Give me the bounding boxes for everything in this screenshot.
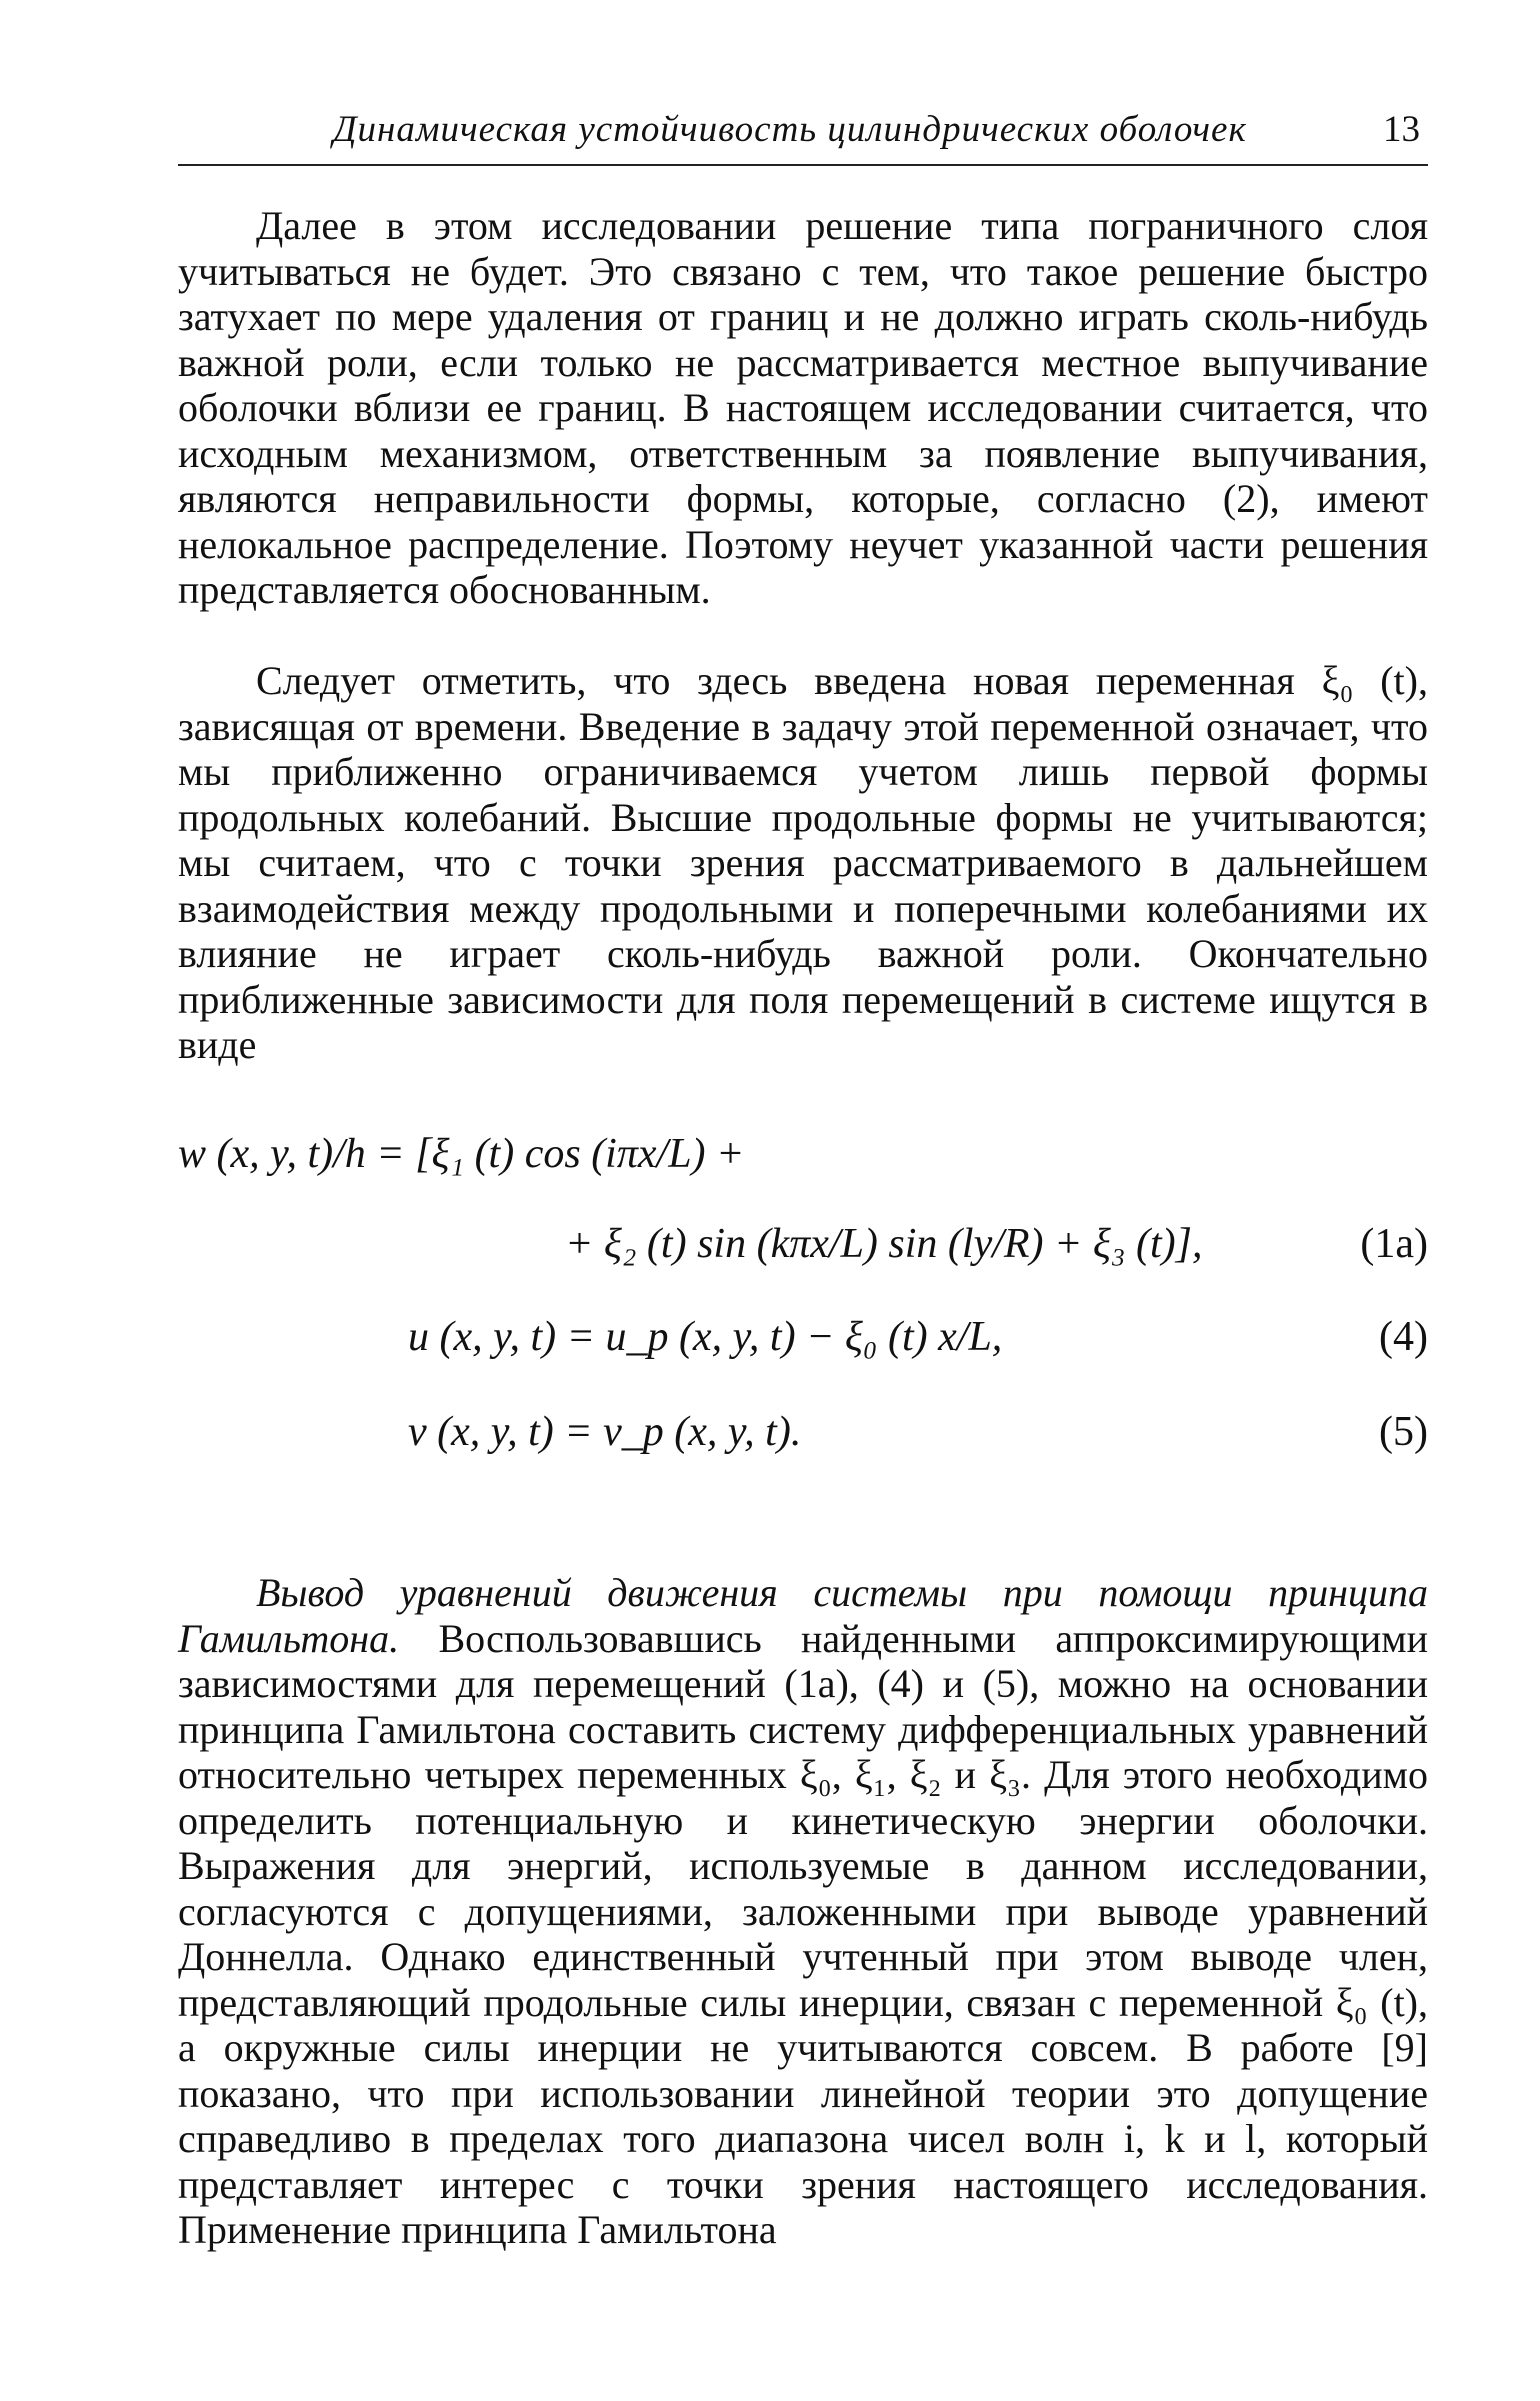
page-number: 13 — [1383, 109, 1420, 150]
equation-5: v (x, y, t) = v_p (x, y, t). — [408, 1409, 802, 1455]
paragraph-text: Далее в этом исследовании решение типа пограничного слоя учитываться не будет. Это связано с тем, что такое решение быстро затухает по мере удаления от границ и не должно играть сколь-нибудь важной роли, если только не рассматривается местное выпучивание оболочки вблизи ее границ. В настоящем исследовании считается, что исходным механизмом, ответственным за появление выпучивания, являются неправильности формы, которые, согласно (2), имеют нелокальное распределение. Поэтому неучет указанной части решения представляется обоснованным. — [178, 203, 1428, 612]
paragraph-text: Следует отметить, что здесь введена новая переменная ξ₀ (t), зависящая от времени. Введение в задачу этой переменной означает, что мы приближенно ограничиваемся учетом лишь первой формы продольных колебаний. Высшие продольные формы не учитываются; мы считаем, что с точки зрения рассматриваемого в дальнейшем взаимодействия между продольными и поперечными колебаниями их влияние не играет сколь-нибудь важной роли. Окончательно приближенные зависимости для поля перемещений в системе ищутся в виде — [178, 658, 1428, 1067]
paragraph-text: Воспользовавшись найденными аппроксимирующими зависимостями для перемещений (1а), (4) и (5), можно на основании принципа Гамильтона составить систему дифференциальных уравнений относительно четырех переменных ξ₀, ξ₁, ξ₂ и ξ₃. Для этого необходимо определить потенциальную и кинетическую энергии оболочки. Выражения для энергий, используемые в данном исследовании, согласуются с допущениями, заложенными при выводе уравнений Доннелла. Однако единственный учтенный при этом выводе член, представляющий продольные силы инерции, связан с переменной ξ₀ (t), а окружные силы инерции не учитываются совсем. В работе [9] показано, что при использовании линейной теории это допущение справедливо в пределах того диапазона чисел волн i, k и l, который представляет интерес с точки зрения настоящего исследования. Применение принципа Гамильтона — [178, 1615, 1429, 2252]
running-title: Динамическая устойчивость цилиндрических оболочек — [333, 109, 1247, 150]
section-heading: Вывод уравнений движения системы при помощи принципа Гамильтона. — [178, 1570, 1428, 1661]
paragraph-new-variable — [178, 658, 1428, 1068]
equation-5-label: (5) — [1379, 1409, 1428, 1455]
equation-1a-line-1: w (x, y, t)/h = [ξ₁ (t) cos (iπx/L) + — [178, 1131, 745, 1177]
equation-4-label: (4) — [1379, 1314, 1428, 1360]
page-header — [178, 102, 1428, 166]
paragraph-hamilton-derivation — [178, 1570, 1428, 2253]
equation-1a-label: (1a) — [1360, 1221, 1428, 1267]
equation-1a-line-2: + ξ₂ (t) sin (kπx/L) sin (ly/R) + ξ₃ (t)], — [565, 1221, 1203, 1267]
equation-4: u (x, y, t) = u_p (x, y, t) − ξ₀ (t) x/L, — [408, 1314, 1003, 1360]
paragraph-boundary-layer — [178, 203, 1428, 613]
